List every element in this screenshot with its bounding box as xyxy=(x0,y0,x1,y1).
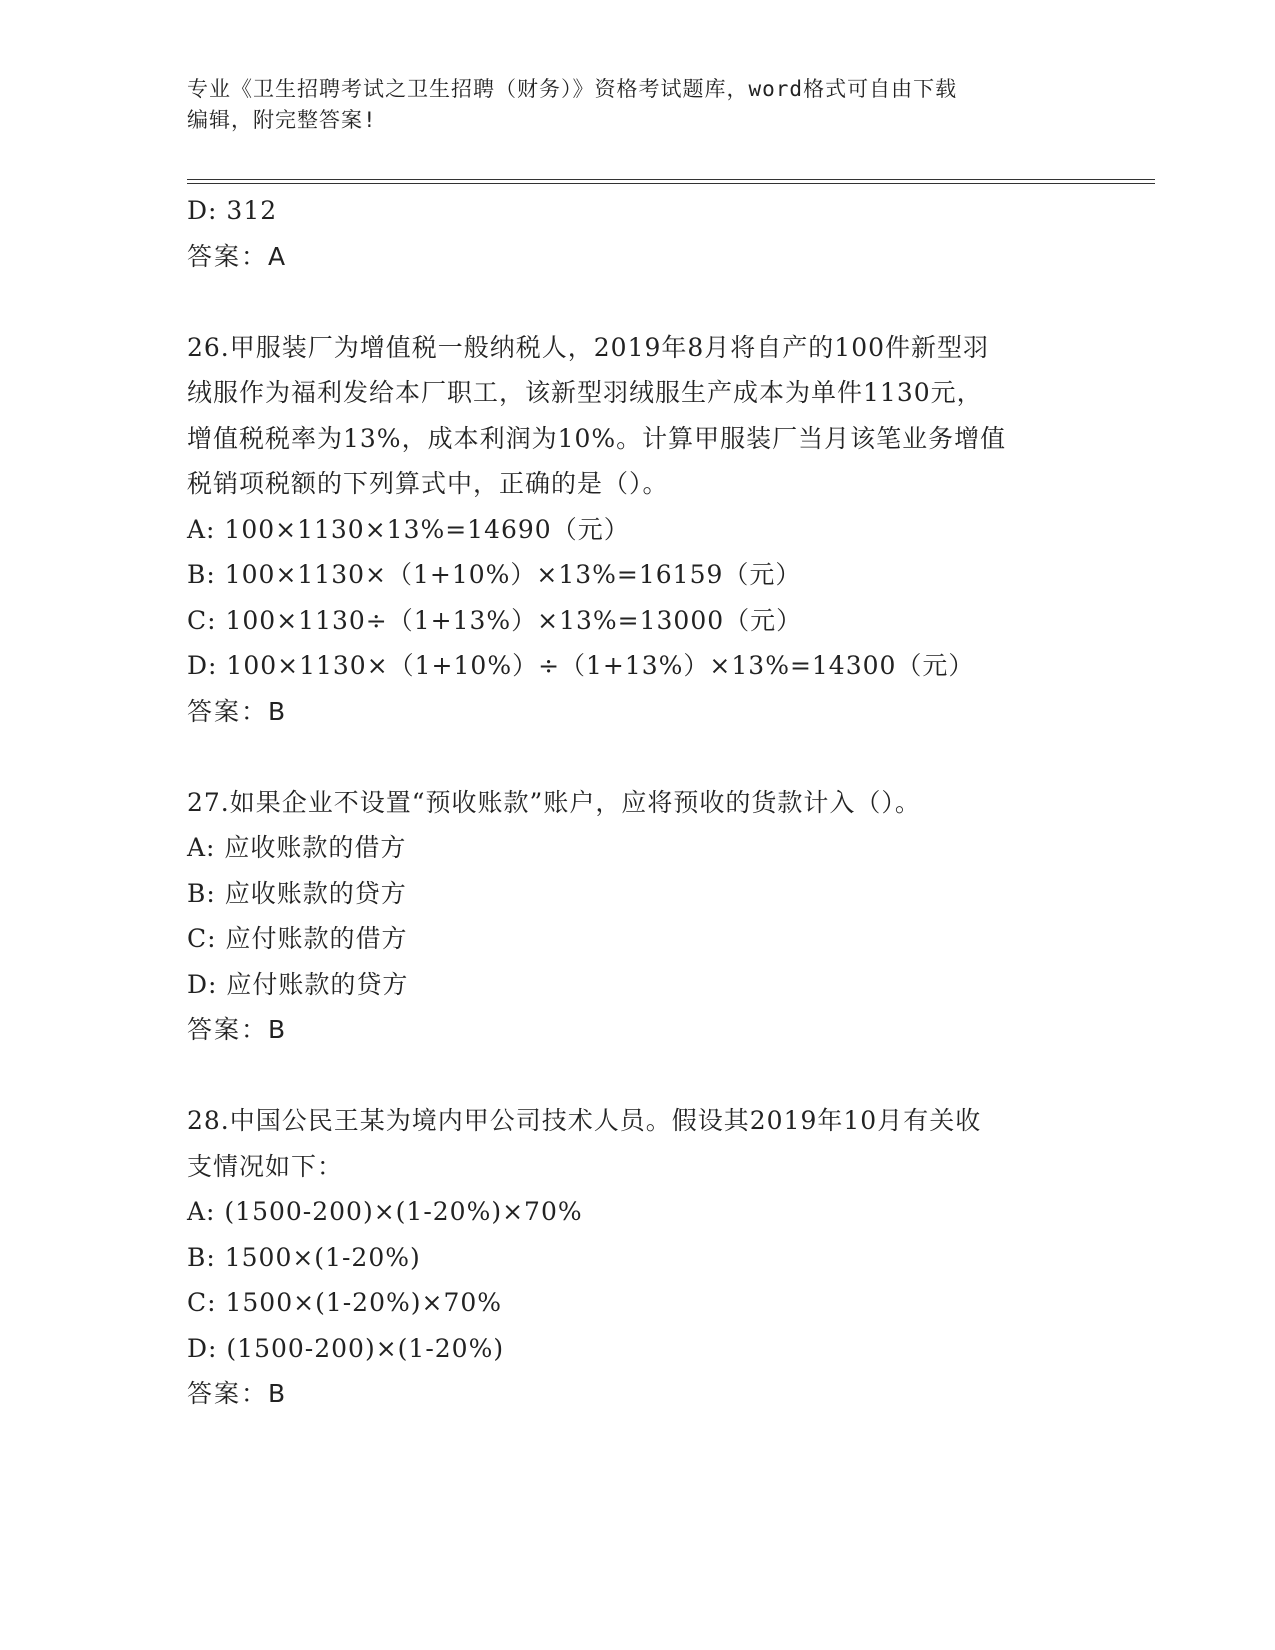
option-d: D: (1500-200)×(1-20%) xyxy=(187,1333,505,1363)
question-content xyxy=(187,188,1087,1417)
question-28 xyxy=(187,1098,1087,1417)
option-c: C: 应付账款的借方 xyxy=(187,924,408,953)
header-line-1: 专业《卫生招聘考试之卫生招聘（财务）》资格考试题库，word格式可自由下载 xyxy=(187,77,958,101)
option-a: A: 应收账款的借方 xyxy=(187,833,407,862)
question-stem-line: 增值税税率为13%，成本利润为10%。计算甲服装厂当月该笔业务增值 xyxy=(187,423,1007,453)
answer: 答案：B xyxy=(187,696,288,726)
header-divider-top xyxy=(187,179,1155,180)
option-b: B: 100×1130×（1+10%）×13%=16159（元） xyxy=(187,560,802,589)
question-stem-line: 27.如果企业不设置“预收账款”账户，应将预收的货款计入（）。 xyxy=(187,787,921,817)
previous-option-d: D: 312 xyxy=(187,196,278,225)
document-header xyxy=(187,74,1067,136)
header-line-2: 编辑，附完整答案! xyxy=(187,108,377,132)
option-b: B: 1500×(1-20%) xyxy=(187,1242,421,1272)
question-27 xyxy=(187,780,1087,1053)
question-26 xyxy=(187,325,1087,735)
spacer xyxy=(187,279,1087,325)
question-stem-line: 绒服作为福利发给本厂职工，该新型羽绒服生产成本为单件1130元， xyxy=(187,378,983,407)
option-a: A: (1500-200)×(1-20%)×70% xyxy=(187,1197,583,1226)
option-c: C: 1500×(1-20%)×70% xyxy=(187,1288,503,1317)
answer: 答案：B xyxy=(187,1379,288,1408)
answer: 答案：B xyxy=(187,1015,288,1044)
previous-answer: 答案：A xyxy=(187,241,288,271)
option-b: B: 应收账款的贷方 xyxy=(187,878,407,908)
option-a: A: 100×1130×13%=14690（元） xyxy=(187,514,630,544)
question-stem-line: 税销项税额的下列算式中，正确的是（）。 xyxy=(187,469,669,498)
option-d: D: 应付账款的贷方 xyxy=(187,969,409,999)
header-divider-bottom xyxy=(187,183,1155,184)
spacer xyxy=(187,734,1087,780)
question-stem-line: 28.中国公民王某为境内甲公司技术人员。假设其2019年10月有关收 xyxy=(187,1106,982,1135)
question-stem-line: 26.甲服装厂为增值税一般纳税人，2019年8月将自产的100件新型羽 xyxy=(187,332,990,362)
question-stem-line: 支情况如下： xyxy=(187,1151,344,1181)
option-c: C: 100×1130÷（1+13%）×13%=13000（元） xyxy=(187,605,803,635)
option-d: D: 100×1130×（1+10%）÷（1+13%）×13%=14300（元） xyxy=(187,651,975,680)
spacer xyxy=(187,1053,1087,1099)
